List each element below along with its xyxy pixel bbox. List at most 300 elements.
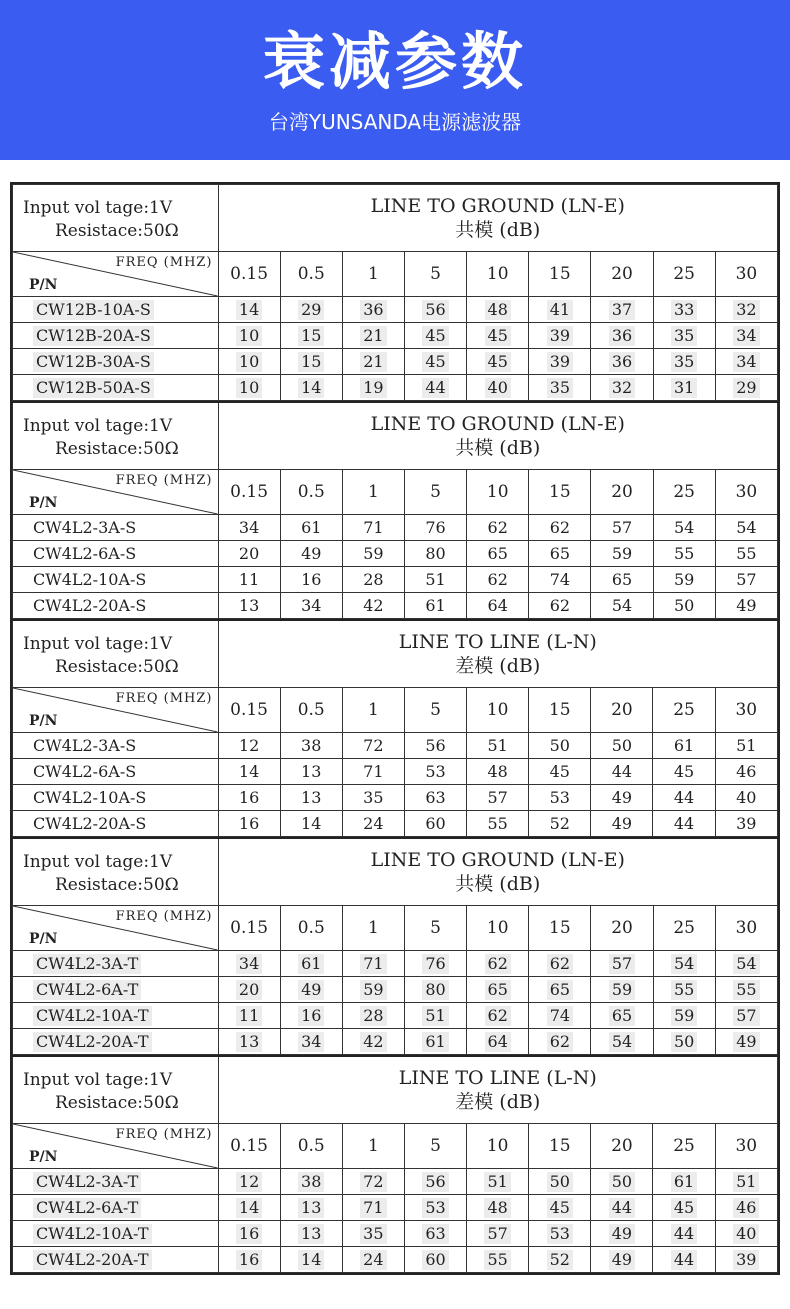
attenuation-value: 13: [301, 762, 322, 781]
freq-header-cell: 0.5: [280, 1124, 342, 1169]
attenuation-value-cell: [342, 567, 404, 593]
attenuation-value-cell: [280, 541, 342, 567]
attenuation-value-cell: [404, 1003, 466, 1029]
freq-header-cell: 0.15: [218, 688, 280, 733]
attenuation-value-cell: [404, 1029, 466, 1055]
attenuation-value-cell: [467, 811, 529, 837]
part-number: CW4L2-3A-T: [33, 1172, 141, 1192]
attenuation-value: 40: [485, 378, 511, 398]
attenuation-value-cell: [404, 349, 466, 375]
attenuation-value: 48: [484, 1198, 510, 1218]
attenuation-table: [10, 182, 780, 1275]
attenuation-value-cell: [653, 1221, 715, 1247]
attenuation-value: 54: [671, 954, 697, 974]
attenuation-value: 11: [238, 570, 260, 589]
part-number-cell: [13, 297, 219, 323]
attenuation-value: 62: [547, 954, 573, 974]
attenuation-value: 10: [236, 352, 262, 372]
test-conditions: [13, 838, 219, 906]
attenuation-value: 14: [236, 300, 262, 320]
attenuation-value: 55: [484, 1250, 510, 1270]
table-row: [13, 593, 778, 619]
freq-header-cell: 30: [715, 470, 777, 515]
table-row: [13, 323, 778, 349]
attenuation-value-cell: [404, 593, 466, 619]
attenuation-value: 50: [549, 736, 570, 755]
attenuation-value: 55: [487, 814, 508, 833]
attenuation-value: 61: [422, 1032, 448, 1052]
attenuation-value: 44: [611, 762, 633, 781]
freq-header-cell: 0.5: [280, 906, 342, 951]
attenuation-value: 56: [422, 1172, 448, 1192]
attenuation-value: 14: [238, 762, 260, 781]
attenuation-value: 39: [547, 352, 573, 372]
part-number: CW4L2-20A-S: [33, 596, 147, 615]
attenuation-value: 31: [671, 378, 697, 398]
attenuation-value: 13: [236, 1032, 262, 1052]
attenuation-value-cell: [529, 297, 591, 323]
attenuation-value-cell: [591, 515, 653, 541]
freq-header-cell: 5: [404, 1124, 466, 1169]
attenuation-value-cell: [280, 349, 342, 375]
attenuation-value-cell: [715, 593, 777, 619]
attenuation-value-cell: [280, 515, 342, 541]
attenuation-value: 44: [422, 378, 448, 398]
attenuation-value: 59: [674, 570, 695, 589]
attenuation-value: 45: [485, 352, 511, 372]
attenuation-value-cell: [218, 1195, 280, 1221]
attenuation-value: 57: [736, 570, 757, 589]
attenuation-value-cell: [280, 951, 342, 977]
attenuation-value-cell: [280, 1003, 342, 1029]
block-title: [218, 838, 777, 906]
attenuation-value-cell: [342, 759, 404, 785]
attenuation-value-cell: [715, 1003, 777, 1029]
attenuation-value: 65: [547, 980, 573, 1000]
table-row: [13, 375, 778, 401]
attenuation-value: 40: [733, 1224, 759, 1244]
attenuation-value-cell: [404, 1247, 466, 1273]
attenuation-value-cell: [280, 1029, 342, 1055]
attenuation-value-cell: [342, 515, 404, 541]
attenuation-value-cell: [715, 349, 777, 375]
block-title: [218, 620, 778, 688]
attenuation-value-cell: [653, 541, 715, 567]
freq-header-cell: 1: [342, 252, 404, 297]
pn-label: P/N: [29, 1149, 58, 1165]
freq-header-cell: 15: [529, 1124, 591, 1169]
attenuation-value-cell: [591, 1029, 653, 1055]
attenuation-value: 13: [301, 788, 322, 807]
attenuation-value-cell: [404, 1221, 466, 1247]
freq-header-cell: 30: [715, 906, 777, 951]
attenuation-value: 32: [733, 300, 759, 320]
attenuation-value-cell: [591, 811, 653, 837]
attenuation-value: 59: [609, 980, 635, 1000]
attenuation-value-cell: [591, 1195, 653, 1221]
attenuation-value: 12: [236, 1172, 262, 1192]
freq-label: FREQ (MHZ): [115, 1127, 213, 1142]
input-voltage-label: Input vol tage:1V: [23, 198, 173, 218]
attenuation-value: 51: [487, 736, 508, 755]
freq-header-cell: 30: [715, 688, 777, 733]
attenuation-value-cell: [280, 811, 342, 837]
attenuation-value: 62: [487, 570, 508, 589]
pn-label: P/N: [29, 277, 58, 293]
part-number-cell: [13, 1169, 219, 1195]
attenuation-value: 11: [236, 1006, 262, 1026]
page-title: 衰减参数: [262, 25, 527, 98]
attenuation-value-cell: [218, 375, 280, 401]
attenuation-value: 71: [363, 518, 384, 537]
input-voltage-label: Input vol tage:1V: [23, 634, 173, 654]
attenuation-value: 13: [298, 1198, 324, 1218]
attenuation-value: 55: [674, 544, 695, 563]
freq-header-cell: 1: [342, 688, 404, 733]
block-title-line1: LINE TO GROUND (LN-E): [370, 413, 625, 435]
attenuation-value-cell: [404, 811, 466, 837]
attenuation-value: 49: [733, 1032, 759, 1052]
attenuation-value-cell: [653, 593, 715, 619]
attenuation-value: 49: [611, 788, 633, 807]
attenuation-value-cell: [467, 567, 529, 593]
attenuation-value-cell: [467, 1169, 529, 1195]
freq-header-cell: 20: [591, 906, 653, 951]
attenuation-value-cell: [591, 733, 653, 759]
freq-header-cell: 0.15: [218, 252, 280, 297]
attenuation-value: 50: [674, 596, 695, 615]
attenuation-value-cell: [653, 323, 715, 349]
attenuation-value: 16: [236, 1224, 262, 1244]
table-row: [13, 951, 778, 977]
attenuation-value-cell: [342, 541, 404, 567]
part-number-cell: [13, 593, 219, 619]
block-title-line2: 差模 (dB): [455, 1091, 541, 1113]
pn-freq-header: [13, 470, 219, 515]
attenuation-value: 40: [736, 788, 757, 807]
attenuation-value: 21: [360, 326, 386, 346]
resistance-label: Resistace:50Ω: [55, 221, 179, 241]
part-number-cell: [13, 811, 219, 837]
attenuation-value: 16: [238, 788, 260, 807]
attenuation-value-cell: [280, 567, 342, 593]
freq-header-cell: 25: [653, 252, 715, 297]
attenuation-value: 16: [301, 570, 322, 589]
freq-header-cell: 20: [591, 1124, 653, 1169]
attenuation-value-cell: [591, 977, 653, 1003]
attenuation-value-cell: [653, 297, 715, 323]
test-conditions: [13, 1056, 219, 1124]
attenuation-value: 34: [238, 518, 260, 537]
freq-header-cell: 5: [404, 470, 466, 515]
part-number-cell: [13, 785, 219, 811]
attenuation-value: 20: [236, 980, 262, 1000]
attenuation-value-cell: [715, 515, 777, 541]
table-block: [12, 184, 778, 401]
attenuation-value-cell: [218, 1169, 280, 1195]
attenuation-value-cell: [529, 1029, 591, 1055]
freq-header-cell: 10: [467, 470, 529, 515]
attenuation-value: 62: [487, 518, 508, 537]
attenuation-value: 53: [549, 788, 570, 807]
attenuation-value: 64: [485, 1032, 511, 1052]
part-number: CW4L2-10A-T: [33, 1006, 152, 1026]
part-number-cell: [13, 951, 219, 977]
attenuation-value: 45: [485, 326, 511, 346]
attenuation-value-cell: [653, 1029, 715, 1055]
attenuation-value-cell: [653, 1169, 715, 1195]
part-number: CW12B-10A-S: [33, 300, 154, 320]
attenuation-value: 61: [425, 596, 446, 615]
attenuation-value: 42: [363, 596, 384, 615]
freq-header-cell: 0.15: [218, 906, 280, 951]
resistance-label: Resistace:50Ω: [55, 439, 179, 459]
table-row: [13, 541, 778, 567]
attenuation-value: 60: [422, 1250, 448, 1270]
attenuation-value-cell: [342, 1221, 404, 1247]
attenuation-value-cell: [218, 1029, 280, 1055]
attenuation-value: 15: [298, 352, 324, 372]
attenuation-value-cell: [715, 567, 777, 593]
attenuation-value-cell: [342, 1247, 404, 1273]
attenuation-value-cell: [467, 977, 529, 1003]
attenuation-value: 34: [298, 1032, 324, 1052]
attenuation-value: 56: [425, 736, 446, 755]
attenuation-value: 14: [298, 378, 324, 398]
attenuation-value: 50: [671, 1032, 697, 1052]
attenuation-value: 16: [238, 814, 260, 833]
attenuation-value: 50: [609, 1172, 635, 1192]
input-voltage-label: Input vol tage:1V: [23, 416, 173, 436]
attenuation-value-cell: [280, 375, 342, 401]
attenuation-value: 53: [422, 1198, 448, 1218]
attenuation-value: 71: [360, 1198, 386, 1218]
attenuation-value-cell: [529, 733, 591, 759]
attenuation-value-cell: [591, 541, 653, 567]
attenuation-value-cell: [280, 1221, 342, 1247]
table-row: [13, 567, 778, 593]
attenuation-value-cell: [653, 1195, 715, 1221]
table-block: [12, 1055, 778, 1273]
attenuation-value: 10: [236, 378, 262, 398]
part-number: CW12B-20A-S: [33, 326, 154, 346]
attenuation-value-cell: [715, 951, 777, 977]
attenuation-value: 63: [425, 788, 446, 807]
attenuation-value: 34: [733, 326, 759, 346]
attenuation-value-cell: [342, 297, 404, 323]
part-number-cell: [13, 977, 219, 1003]
attenuation-value-cell: [715, 1221, 777, 1247]
attenuation-value-cell: [218, 593, 280, 619]
part-number-cell: [13, 349, 219, 375]
attenuation-value: 29: [298, 300, 324, 320]
attenuation-value: 16: [298, 1006, 324, 1026]
attenuation-value: 71: [360, 954, 386, 974]
attenuation-value: 16: [236, 1250, 262, 1270]
table-block: [12, 837, 778, 1055]
attenuation-value: 38: [301, 736, 322, 755]
attenuation-value-cell: [467, 297, 529, 323]
attenuation-value: 55: [671, 980, 697, 1000]
freq-header-cell: 25: [653, 470, 715, 515]
attenuation-value: 72: [360, 1172, 386, 1192]
attenuation-value: 48: [485, 300, 511, 320]
attenuation-value: 65: [487, 544, 508, 563]
freq-header-cell: 30: [715, 252, 777, 297]
attenuation-value: 49: [609, 1224, 635, 1244]
attenuation-value-cell: [467, 1195, 529, 1221]
part-number: CW4L2-6A-T: [33, 1198, 141, 1218]
attenuation-value-cell: [342, 375, 404, 401]
attenuation-value-cell: [218, 541, 280, 567]
block-title-line2: 共模 (dB): [455, 437, 541, 459]
attenuation-value-cell: [404, 567, 466, 593]
attenuation-value: 63: [422, 1224, 448, 1244]
table-row: [13, 1003, 778, 1029]
attenuation-value: 59: [611, 544, 633, 563]
freq-header-cell: 10: [467, 1124, 529, 1169]
attenuation-value-cell: [404, 541, 466, 567]
attenuation-value-cell: [280, 1247, 342, 1273]
part-number: CW4L2-6A-T: [33, 980, 141, 1000]
attenuation-value: 51: [733, 1172, 759, 1192]
attenuation-value-cell: [218, 323, 280, 349]
attenuation-value-cell: [653, 733, 715, 759]
attenuation-value: 39: [736, 814, 757, 833]
freq-header-cell: 1: [342, 470, 404, 515]
freq-label: FREQ (MHZ): [115, 473, 213, 488]
attenuation-value: 80: [425, 544, 446, 563]
attenuation-value: 34: [236, 954, 262, 974]
attenuation-value: 44: [671, 1250, 697, 1270]
attenuation-value-cell: [591, 567, 653, 593]
attenuation-value-cell: [653, 785, 715, 811]
attenuation-value-cell: [218, 1221, 280, 1247]
pn-label: P/N: [29, 931, 58, 947]
attenuation-value: 61: [301, 518, 322, 537]
attenuation-value: 51: [425, 570, 446, 589]
attenuation-value-cell: [467, 1221, 529, 1247]
attenuation-value-cell: [218, 1247, 280, 1273]
attenuation-value: 41: [547, 300, 573, 320]
attenuation-value: 74: [547, 1006, 573, 1026]
attenuation-value: 20: [238, 544, 260, 563]
attenuation-value-cell: [218, 567, 280, 593]
attenuation-value-cell: [467, 593, 529, 619]
attenuation-value-cell: [280, 593, 342, 619]
attenuation-value: 57: [611, 518, 633, 537]
table-row: [13, 977, 778, 1003]
attenuation-value-cell: [529, 515, 591, 541]
attenuation-value: 62: [485, 1006, 511, 1026]
table-row: [13, 1195, 778, 1221]
attenuation-value-cell: [529, 375, 591, 401]
attenuation-value: 54: [611, 596, 633, 615]
attenuation-value-cell: [715, 811, 777, 837]
attenuation-value: 54: [736, 518, 757, 537]
freq-header-cell: 15: [529, 470, 591, 515]
attenuation-value: 15: [298, 326, 324, 346]
attenuation-value: 51: [422, 1006, 448, 1026]
attenuation-value-cell: [467, 1029, 529, 1055]
part-number-cell: [13, 375, 219, 401]
attenuation-value: 59: [363, 544, 384, 563]
attenuation-value-cell: [591, 1169, 653, 1195]
attenuation-value: 44: [609, 1198, 635, 1218]
table-row: [13, 297, 778, 323]
attenuation-value: 65: [485, 980, 511, 1000]
freq-header-cell: 0.5: [280, 688, 342, 733]
part-number-cell: [13, 515, 219, 541]
attenuation-value: 49: [301, 544, 322, 563]
attenuation-value-cell: [591, 1247, 653, 1273]
table-row: [13, 515, 778, 541]
attenuation-value-cell: [404, 323, 466, 349]
attenuation-value-cell: [342, 977, 404, 1003]
attenuation-value-cell: [280, 759, 342, 785]
block-title-line2: 共模 (dB): [455, 219, 541, 241]
attenuation-value-cell: [280, 1169, 342, 1195]
attenuation-value-cell: [280, 733, 342, 759]
attenuation-value-cell: [467, 349, 529, 375]
part-number: CW12B-50A-S: [33, 378, 154, 398]
attenuation-value-cell: [404, 1169, 466, 1195]
input-voltage-label: Input vol tage:1V: [23, 852, 173, 872]
table-row: [13, 1247, 778, 1273]
table-row: [13, 1169, 778, 1195]
part-number: CW4L2-6A-S: [33, 544, 137, 563]
block-title-line1: LINE TO GROUND (LN-E): [370, 849, 625, 871]
attenuation-value: 65: [549, 544, 571, 563]
attenuation-value: 65: [609, 1006, 635, 1026]
attenuation-value-cell: [715, 785, 777, 811]
attenuation-value: 56: [422, 300, 448, 320]
attenuation-value: 10: [236, 326, 262, 346]
attenuation-value: 76: [422, 954, 448, 974]
table-row: [13, 811, 778, 837]
attenuation-value-cell: [280, 297, 342, 323]
attenuation-value-cell: [467, 951, 529, 977]
attenuation-value-cell: [653, 515, 715, 541]
attenuation-value: 61: [671, 1172, 697, 1192]
attenuation-value-cell: [529, 759, 591, 785]
attenuation-value-cell: [404, 1195, 466, 1221]
attenuation-value: 29: [733, 378, 759, 398]
attenuation-value: 62: [549, 518, 571, 537]
attenuation-value: 12: [238, 736, 260, 755]
attenuation-value: 45: [671, 1198, 697, 1218]
attenuation-value-cell: [404, 951, 466, 977]
attenuation-value: 55: [736, 544, 757, 563]
attenuation-value-cell: [591, 593, 653, 619]
attenuation-value: 51: [484, 1172, 510, 1192]
part-number: CW4L2-10A-S: [33, 788, 147, 807]
freq-header-cell: 1: [342, 906, 404, 951]
attenuation-value-cell: [715, 1169, 777, 1195]
table-block: [12, 401, 778, 619]
pn-freq-header: [13, 688, 219, 733]
attenuation-value: 45: [547, 1198, 573, 1218]
table-row: [13, 785, 778, 811]
attenuation-value: 50: [547, 1172, 573, 1192]
attenuation-value: 72: [363, 736, 384, 755]
attenuation-value: 51: [736, 736, 757, 755]
attenuation-value: 35: [360, 1224, 386, 1244]
attenuation-value: 35: [363, 788, 384, 807]
freq-header-cell: 20: [591, 688, 653, 733]
freq-header-cell: 10: [467, 252, 529, 297]
attenuation-value: 55: [733, 980, 759, 1000]
